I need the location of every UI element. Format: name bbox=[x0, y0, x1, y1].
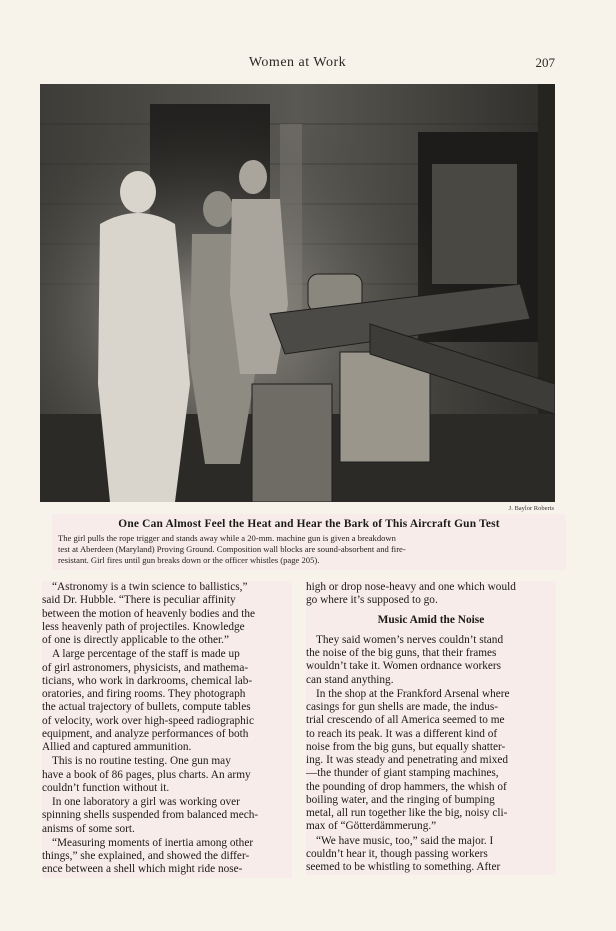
text-line: couldn’t function without it. bbox=[42, 781, 170, 794]
section-subheading: Music Amid the Noise bbox=[377, 613, 485, 626]
text-line: things,” she explained, and showed the differ- bbox=[42, 850, 250, 862]
text-line: said Dr. Hubble. “There is peculiar affinity bbox=[42, 594, 236, 607]
paragraph bbox=[42, 796, 292, 836]
text-line: have a book of 86 pages, plus charts. An army bbox=[42, 768, 251, 781]
text-line: ticians, who work in darkrooms, chemical lab- bbox=[42, 674, 253, 687]
text-line: “Astronomy is a twin science to ballistics,” bbox=[52, 581, 248, 593]
caption-line: resistant. Girl fires until gun breaks down or the officer whistles (page 205). bbox=[58, 555, 320, 565]
text-line: In the shop at the Frankford Arsenal where bbox=[316, 687, 510, 700]
text-line: They said women’s nerves couldn’t stand bbox=[316, 633, 504, 646]
right-column bbox=[306, 581, 556, 875]
text-line: less heavenly path of projectiles. Knowledge bbox=[42, 620, 245, 633]
text-line: metal, all run together like the big, noisy cli- bbox=[306, 807, 508, 819]
text-line: “Measuring moments of inertia among other bbox=[52, 836, 254, 849]
text-line: trial crescendo of all America seemed to me bbox=[306, 714, 505, 727]
page-number: 207 bbox=[535, 55, 555, 70]
left-column bbox=[42, 581, 292, 878]
text-line: the noise of the big guns, that their frames bbox=[306, 647, 497, 659]
text-line: high or drop nose-heavy and one which would bbox=[306, 581, 516, 593]
text-line: A large percentage of the staff is made up bbox=[52, 648, 240, 661]
article-body bbox=[42, 581, 562, 881]
text-line: equipment, and analyze performances of both bbox=[42, 727, 249, 740]
paragraph bbox=[42, 581, 292, 647]
text-line: of one is directly applicable to the other.” bbox=[42, 634, 229, 646]
page-header bbox=[40, 55, 555, 75]
caption-line: The girl pulls the rope trigger and stands away while a 20-mm. machine gun is given a breakdown bbox=[58, 533, 396, 543]
photo-credit: J. Baylor Roberts bbox=[508, 505, 554, 512]
text-line: between the motion of heavenly bodies and the bbox=[42, 607, 256, 620]
text-line: anisms of some sort. bbox=[42, 822, 135, 835]
text-line: of velocity, work over high-speed radiographic bbox=[42, 714, 254, 727]
text-line: boiling water, and the ringing of bumping bbox=[306, 793, 495, 806]
text-line: to reach its peak. It was a different kind of bbox=[306, 727, 498, 740]
text-line: wouldn’t take it. Women ordnance workers bbox=[306, 660, 502, 673]
text-line: ing. It was steady and penetrating and mixed bbox=[306, 754, 509, 766]
paragraph bbox=[306, 835, 556, 875]
text-line: Allied and captured ammunition. bbox=[42, 741, 192, 753]
text-line: This is no routine testing. One gun may bbox=[52, 755, 231, 768]
photograph-aircraft-gun-test bbox=[40, 84, 555, 502]
text-line: ence between a shell which might ride nose- bbox=[42, 863, 243, 876]
text-line: of girl astronomers, physicists, and mathema- bbox=[42, 661, 249, 674]
paragraph bbox=[306, 581, 556, 608]
text-line: the pounding of drop hammers, the whish of bbox=[306, 780, 507, 793]
paragraph bbox=[42, 755, 292, 795]
text-line: casings for gun shells are made, the indus- bbox=[306, 701, 498, 713]
text-line: go where it’s supposed to go. bbox=[306, 594, 438, 607]
caption-text bbox=[58, 533, 560, 566]
paragraph bbox=[306, 634, 556, 687]
photo-caption bbox=[52, 514, 566, 570]
paragraph bbox=[42, 648, 292, 754]
text-line: noise from the big guns, but equally shatter- bbox=[306, 740, 506, 753]
photograph-scene bbox=[40, 84, 555, 502]
paragraph bbox=[42, 837, 292, 877]
caption-title: One Can Almost Feel the Heat and Hear the Bark of This Aircraft Gun Test bbox=[118, 518, 500, 530]
paragraph bbox=[306, 688, 556, 834]
text-line: max of “Götterdämmerung.” bbox=[306, 820, 437, 833]
caption-line: test at Aberdeen (Maryland) Proving Ground. Composition wall blocks are sound-absorbent and fire- bbox=[58, 544, 406, 554]
text-line: can stand anything. bbox=[306, 673, 394, 686]
text-line: seemed to be whistling to something. After bbox=[306, 861, 501, 873]
text-line: the actual trajectory of bullets, compute tables bbox=[42, 701, 251, 714]
text-line: spinning shells suspended from balanced mech- bbox=[42, 809, 259, 822]
text-line: —the thunder of giant stamping machines, bbox=[306, 767, 499, 780]
running-title: Women at Work bbox=[248, 55, 347, 70]
text-line: couldn’t hear it, though passing workers bbox=[306, 847, 488, 860]
text-line: oratories, and firing rooms. They photograph bbox=[42, 688, 246, 700]
text-line: In one laboratory a girl was working over bbox=[52, 796, 240, 808]
text-line: “We have music, too,” said the major. I bbox=[316, 834, 494, 847]
